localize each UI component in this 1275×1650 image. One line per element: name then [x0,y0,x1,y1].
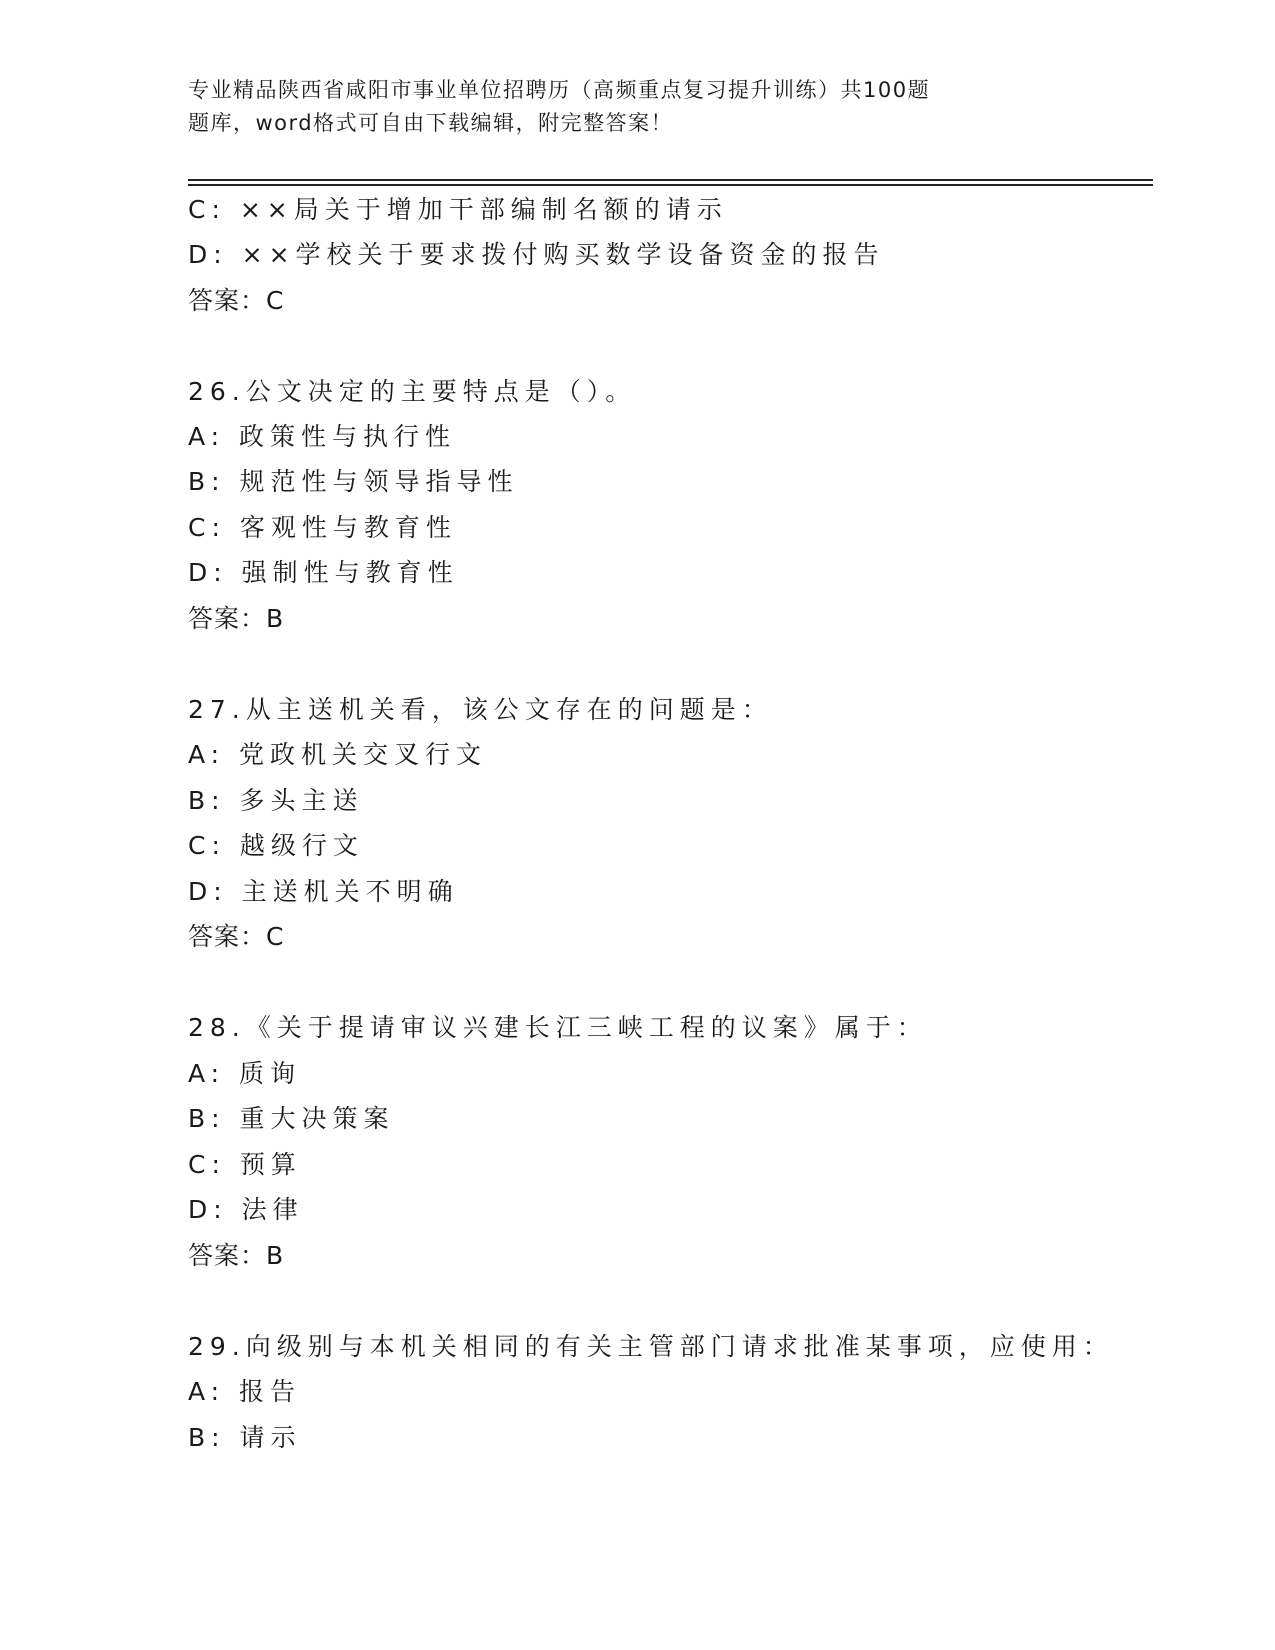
q29-option-b: B: 请示 [188,1423,302,1452]
q27-option-b: B: 多头主送 [188,786,364,815]
q27-option-a: A: 党政机关交叉行文 [188,740,488,769]
header-divider-top [188,179,1153,181]
q27-option-d: D: 主送机关不明确 [188,877,459,906]
q26-option-b: B: 规范性与领导指导性 [188,467,519,496]
header-title-line-1: 专业精品陕西省咸阳市事业单位招聘历（高频重点复习提升训练）共100题 [188,78,931,102]
q28-option-c: C: 预算 [188,1150,302,1179]
q27-answer: 答案：C [188,922,285,951]
q28-question: 28.《关于提请审议兴建长江三峡工程的议案》属于： [188,1013,928,1042]
q26-option-a: A: 政策性与执行性 [188,422,457,451]
q28-option-a: A: 质询 [188,1059,302,1088]
document-header [188,74,1018,140]
q25-answer: 答案：C [188,286,285,315]
q29-question: 29.向级别与本机关相同的有关主管部门请求批准某事项，应使用： [188,1332,1114,1361]
q29-option-a: A: 报告 [188,1377,302,1406]
q28-option-d: D: 法律 [188,1195,304,1224]
header-title-line-2: 题库，word格式可自由下载编辑，附完整答案！ [188,111,674,135]
q28-option-b: B: 重大决策案 [188,1104,395,1133]
q27-option-c: C: 越级行文 [188,831,364,860]
q26-option-c: C: 客观性与教育性 [188,513,457,542]
q26-option-d: D: 强制性与教育性 [188,558,459,587]
q26-question: 26.公文决定的主要特点是（）。 [188,377,637,406]
q25-option-d: D: ××学校关于要求拨付购买数学设备资金的报告 [188,240,885,269]
q28-answer: 答案：B [188,1241,285,1270]
q27-question: 27.从主送机关看，该公文存在的问题是： [188,695,773,724]
header-divider-bottom [188,184,1153,186]
q25-option-c: C: ××局关于增加干部编制名额的请示 [188,195,728,224]
q26-answer: 答案：B [188,604,285,633]
